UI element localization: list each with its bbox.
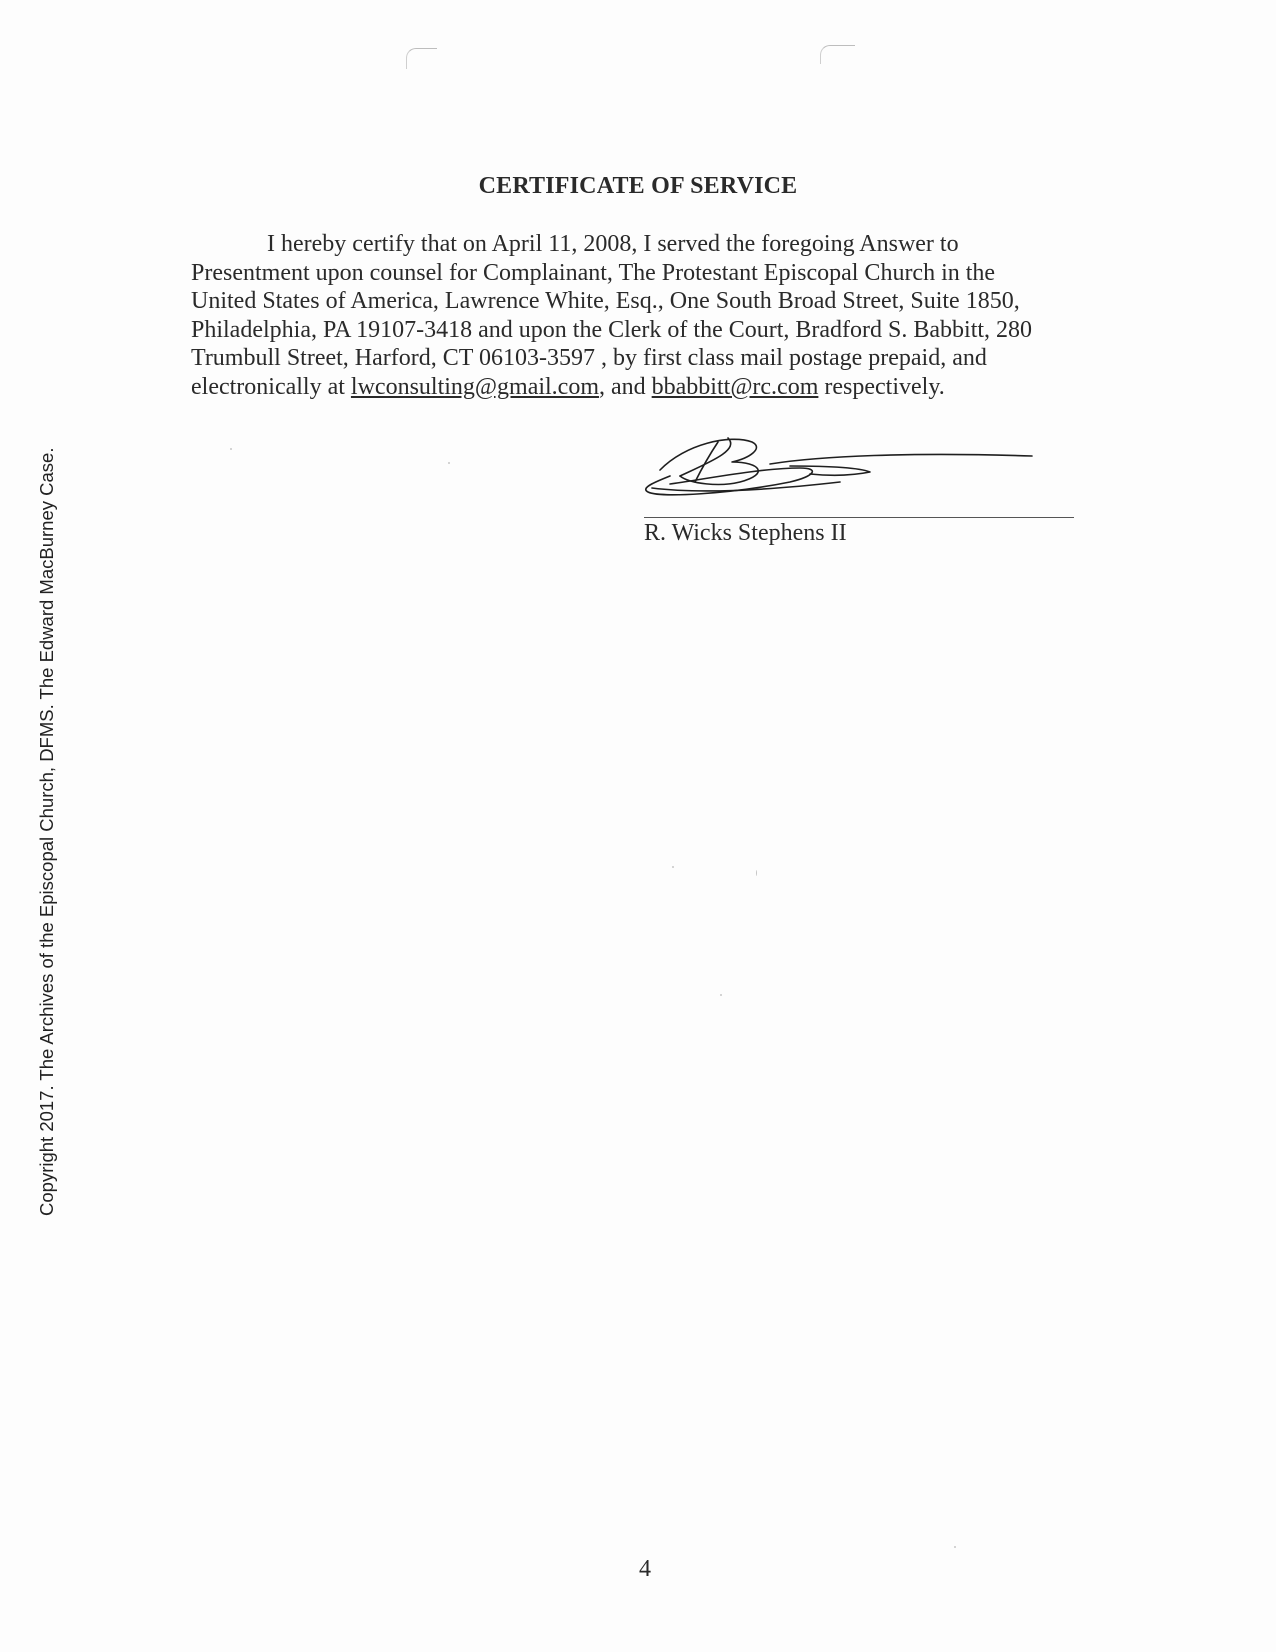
scan-speck	[720, 994, 722, 996]
body-line-prefix: electronically at	[191, 373, 351, 400]
certificate-title: CERTIFICATE OF SERVICE	[478, 173, 798, 199]
page-number: 4	[639, 1556, 651, 1582]
scan-speck	[672, 866, 674, 868]
handwritten-signature	[640, 432, 1070, 512]
scan-speck	[954, 1546, 956, 1548]
body-line: Trumbull Street, Harford, CT 06103-3597 , by first class mail postage prepaid, and	[191, 345, 987, 372]
email-link-bbabbitt[interactable]: bbabbitt@rc.com	[651, 373, 819, 400]
email-link-lwconsulting[interactable]: lwconsulting@gmail.com	[350, 373, 599, 400]
body-line-suffix: respectively.	[818, 373, 945, 400]
body-line: Philadelphia, PA 19107-3418 and upon the Clerk of the Court, Bradford S. Babbitt, 280	[191, 316, 1033, 343]
body-line: United States of America, Lawrence White, Esq., One South Broad Street, Suite 1850,	[191, 288, 1020, 315]
scan-speck	[230, 448, 232, 450]
scan-artifact-mark	[820, 45, 855, 64]
body-line-emails	[191, 373, 1091, 402]
signer-name: R. Wicks Stephens II	[644, 520, 847, 546]
body-line: I hereby certify that on April 11, 2008, I served the foregoing Answer to	[267, 231, 959, 257]
scan-artifact-mark	[406, 48, 437, 69]
signature-line	[644, 517, 1074, 518]
certificate-body	[191, 230, 1091, 402]
scan-speck	[448, 462, 450, 464]
scan-speck	[756, 870, 757, 876]
copyright-notice: Copyright 2017. The Archives of the Episcopal Church, DFMS. The Edward MacBurney Case.	[36, 447, 57, 1216]
body-line: Presentment upon counsel for Complainant, The Protestant Episcopal Church in the	[191, 259, 996, 286]
body-line-middle: , and	[599, 373, 652, 400]
